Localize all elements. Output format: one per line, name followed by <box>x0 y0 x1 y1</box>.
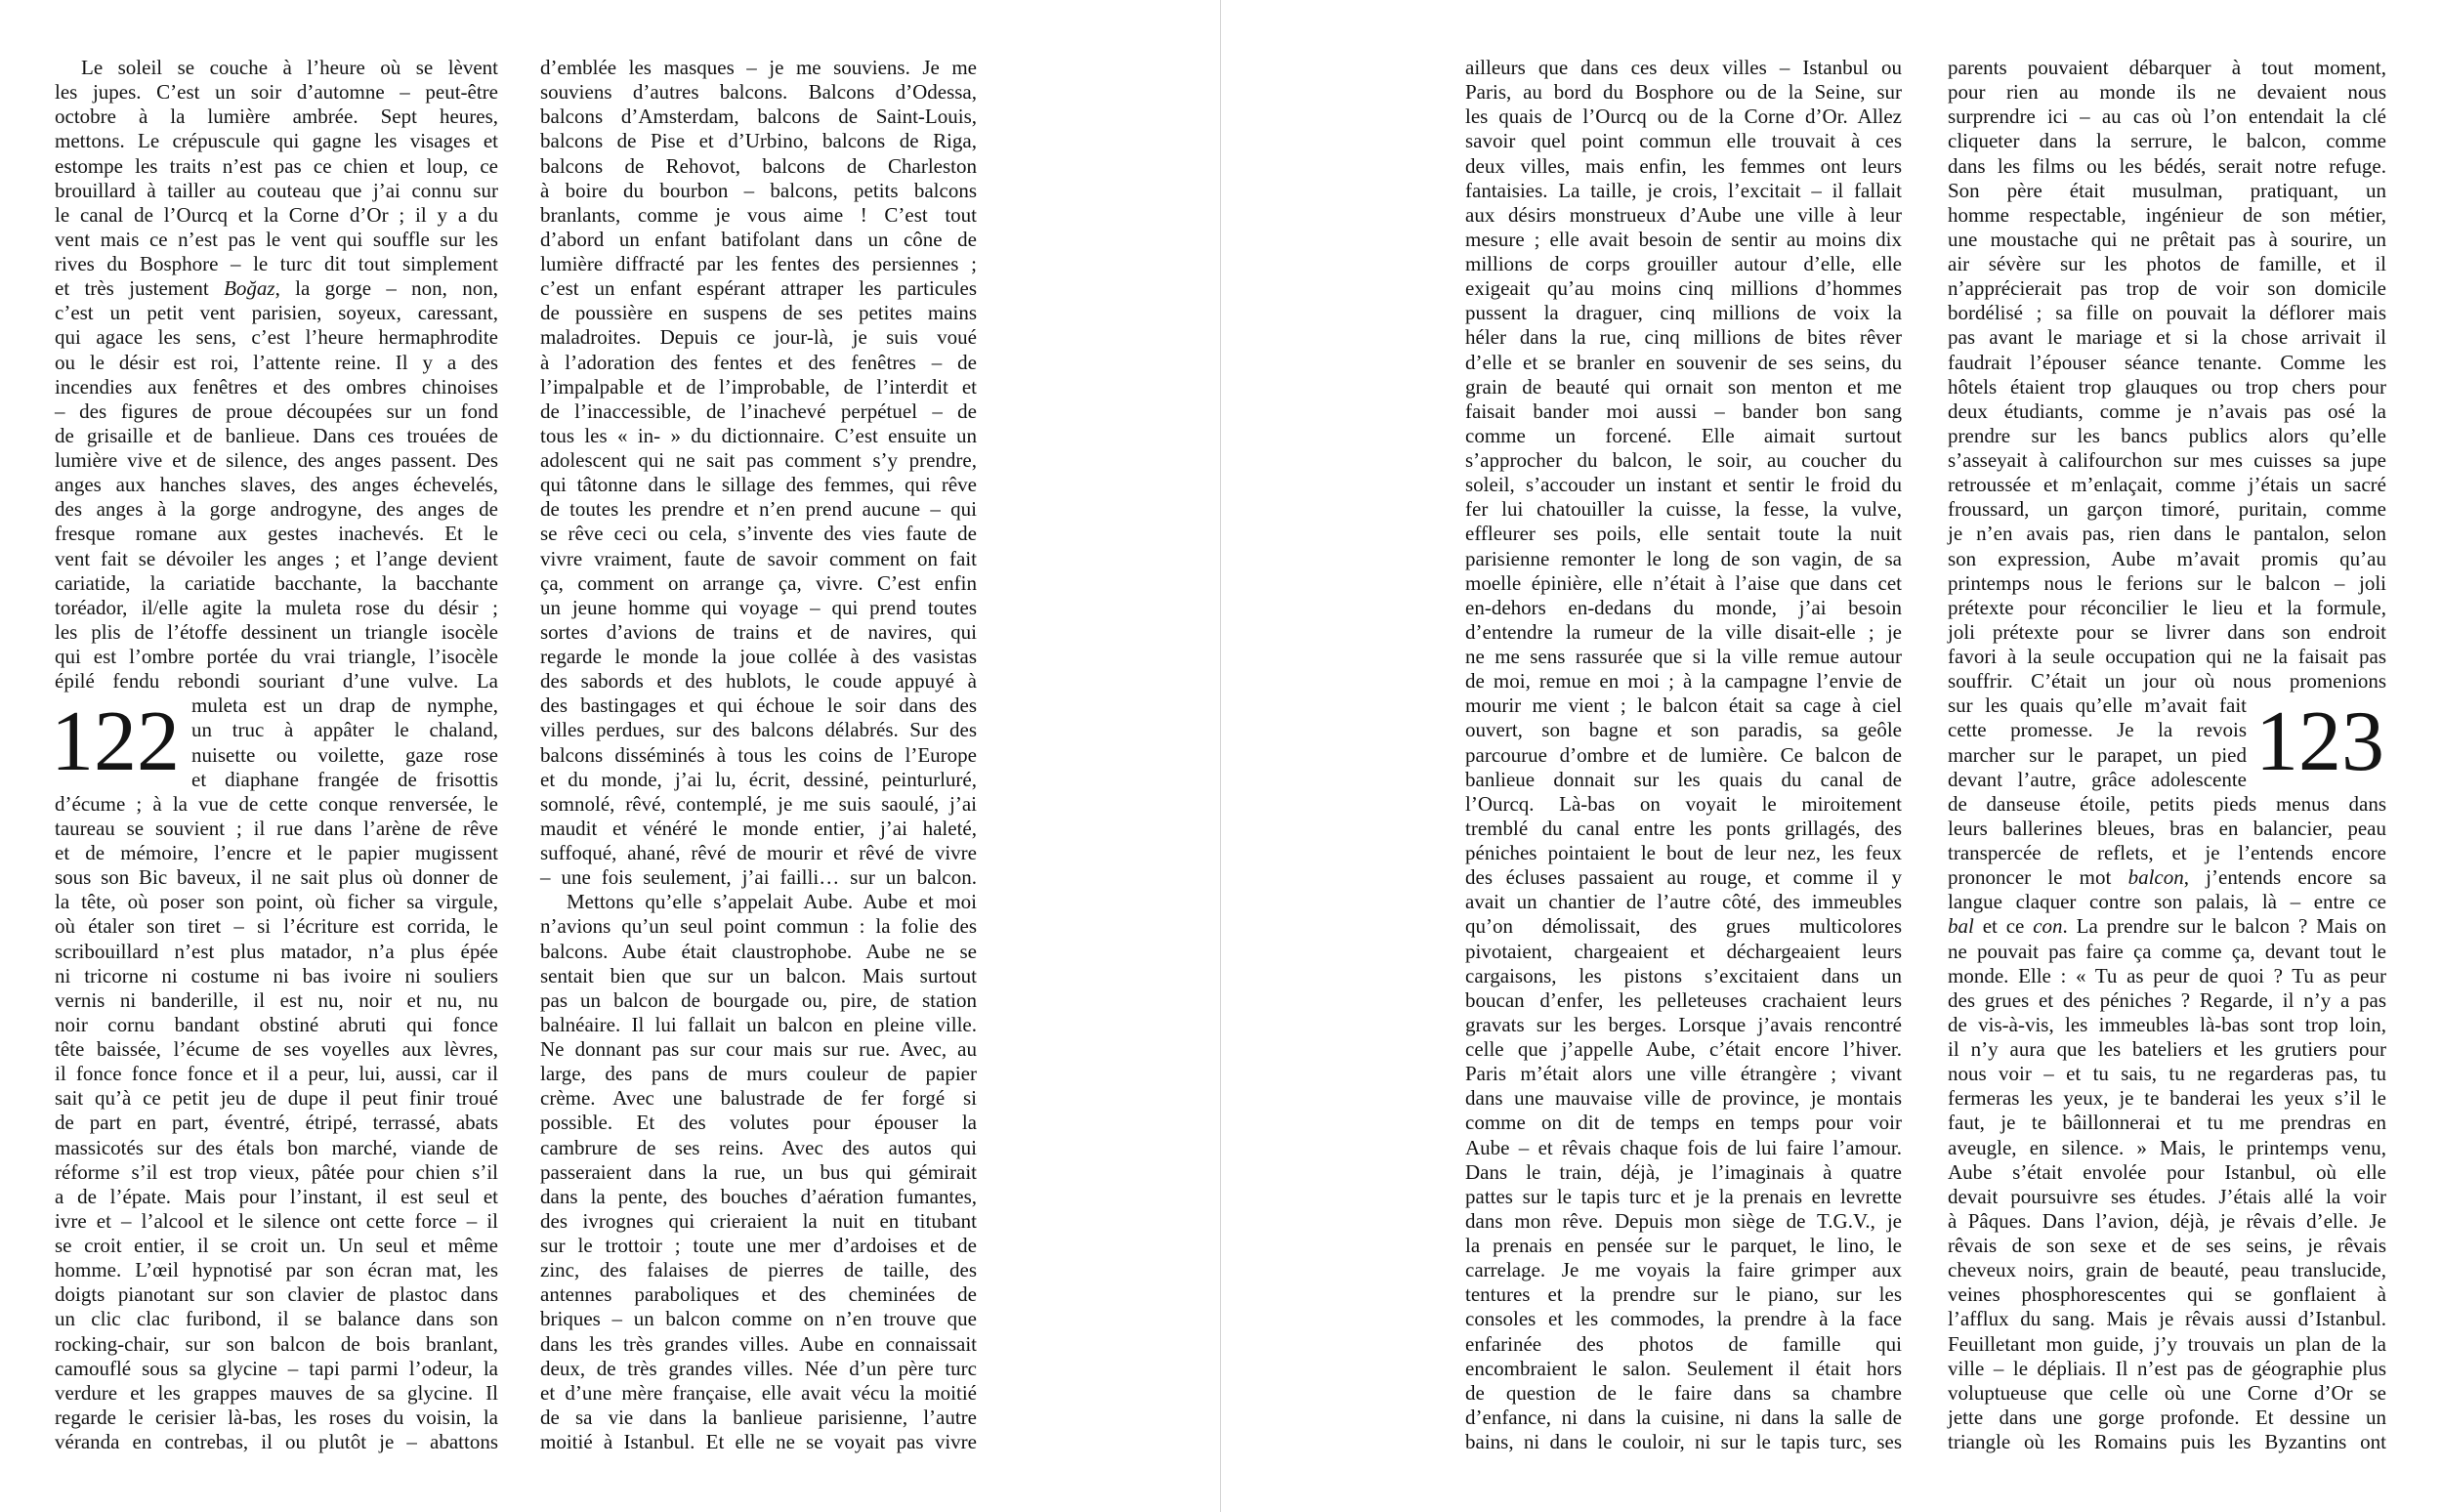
text-line: Dans le train, déjà, je l’imaginais à quatre <box>1465 1159 1902 1184</box>
text-line: savoir quel point commun elle trouvait à ces <box>1465 129 1902 153</box>
text-line: sous son Bic baveux, il ne sait plus où donner de <box>55 865 498 890</box>
text-line: parcourue d’ombre et de lumière. Ce balcon de <box>1465 742 1902 767</box>
text-line: Paris m’était alors une ville étrangère ; vivant <box>1465 1062 1902 1086</box>
text-line: se rêve ceci ou cela, s’invente des vies faute de <box>540 522 977 546</box>
text-line: qui agace les sens, c’est l’heure hermaphrodite <box>55 325 498 350</box>
text-line: où étaler son tiret – si l’écriture est corrida, le <box>55 914 498 939</box>
text-line: pattes sur le tapis turc et je la prenais en levrette <box>1465 1184 1902 1208</box>
text-line: n’apprécierait pas trop de voir son domicile <box>1948 276 2386 301</box>
text-line: banlieue donnait sur les quais du canal de <box>1465 767 1902 791</box>
text-line: comme un forcené. Elle aimait surtout <box>1465 423 1902 447</box>
text-line: cambrure de ses reins. Avec des autos qui <box>540 1135 977 1159</box>
text-line: taureau se souvient ; il rue dans l’arène de rêve <box>55 816 498 840</box>
text-line: souffrir. C’était un jour où nous promenions <box>1948 669 2386 693</box>
text-line: d’abord un enfant batifolant dans un cône de <box>540 227 977 251</box>
text-line: maudit et vénéré le monde entier, j’ai haleté, <box>540 816 977 840</box>
text-line: l’Ourcq. Là-bas on voyait le miroitement <box>1465 791 1902 816</box>
text-line: briques – un balcon comme on n’en trouve que <box>540 1307 977 1331</box>
text-line: faut, je te bâillonnerai et tu me prendras en <box>1948 1111 2386 1135</box>
text-line: noir cornu bandant obstiné abruti qui fonce <box>55 1012 498 1036</box>
text-line: Aube – et rêvais chaque fois de lui faire l’amour. <box>1465 1135 1902 1159</box>
text-line: moelle épinière, elle n’était à l’aise que dans cet <box>1465 570 1902 595</box>
text-line: verdure et les grappes mauves de sa glycine. Il <box>55 1380 498 1405</box>
text-line: favori à la seule occupation qui ne la faisait pas <box>1948 645 2386 668</box>
text-line: à boire du bourbon – balcons, petits balcons <box>540 178 977 202</box>
text-line: une moustache qui ne prêtait pas à sourire, un <box>1948 227 2386 251</box>
text-line: ne pouvait pas faire ça comme ça, devant tout le <box>1948 939 2386 963</box>
text-line: il fonce fonce fonce et il a peur, lui, aussi, car il <box>55 1062 498 1086</box>
text-line: de question de le faire dans sa chambre <box>1465 1380 1902 1405</box>
text-line: tremblé du canal entre les ponts grillagés, des <box>1465 816 1902 840</box>
text-line: balcons. Aube était claustrophobe. Aube ne se <box>540 939 977 963</box>
text-line: joli prétexte pour se livrer dans son endroit <box>1948 619 2386 644</box>
text-line: devant l’autre, grâce adolescente <box>1948 767 2247 791</box>
text-line: vivre vraiment, faute de savoir comment on fait <box>540 546 977 570</box>
text-line: l’afflux du sang. Mais je rêvais aussi d’Istanbul. <box>1948 1307 2386 1331</box>
text-line: incendies aux fenêtres et des ombres chinoises <box>55 374 498 399</box>
text-line: se croit entier, il se croit un. Un seul et même <box>55 1234 498 1257</box>
text-line: cheveux noirs, grain de beauté, peau translucide, <box>1948 1258 2386 1282</box>
text-line: c’est un petit vent parisien, soyeux, caressant, <box>55 301 498 325</box>
text-line: comme on dit de temps en temps pour voir <box>1465 1111 1902 1135</box>
text-line: possible. Et des volutes pour épouser la <box>540 1111 977 1135</box>
text-line: Ne donnant pas sur cour mais sur rue. Avec, au <box>540 1037 977 1061</box>
text-line: avait un chantier de l’autre côté, des immeubles <box>1465 890 1902 914</box>
text-line: sentait bien que sur un balcon. Mais surtout <box>540 963 977 987</box>
text-line: tête baissée, l’écume de ses voyelles aux lèvres, <box>55 1037 498 1061</box>
text-line: – des figures de proue découpées sur un fond <box>55 399 498 423</box>
text-line: homme. L’œil hypnotisé par son écran mat, les <box>55 1258 498 1282</box>
text-line: faudrait l’épouser séance tenante. Comme les <box>1948 350 2386 374</box>
text-column <box>1465 56 1902 1454</box>
text-line: regarde le monde la joue collée à des vasistas <box>540 645 977 668</box>
text-segment: , la gorge – non, non, <box>274 276 498 301</box>
text-line: cliqueter dans la serrure, le balcon, comme <box>1948 129 2386 153</box>
text-line: balcons disséminés à tous les coins de l’Europe <box>540 742 977 767</box>
text-line: et diaphane frangée de frisottis <box>191 767 498 791</box>
page-number: 123 <box>2255 694 2384 789</box>
text-line: n’avions qu’un seul point commun : la folie des <box>540 914 977 939</box>
text-line: parisienne remonter le long de son vagin, de sa <box>1465 546 1902 570</box>
text-line: toréador, il/elle agite la muleta rose du désir ; <box>55 595 498 619</box>
text-line: celle que j’appelle Aube, c’était encore l’hiver. <box>1465 1037 1902 1061</box>
text-line: les plis de l’étoffe dessinent un triangle isocèle <box>55 619 498 644</box>
text-line: scribouillard n’est plus matador, n’a plus épée <box>55 939 498 963</box>
text-line: bordélisé ; sa fille on pouvait la déflorer mais <box>1948 301 2386 325</box>
text-line: maladroites. Depuis ce jour-là, je suis voué <box>540 325 977 350</box>
text-line: la tête, où poser son point, où ficher sa virgule, <box>55 890 498 914</box>
text-line: dans les très grandes villes. Aube en connaissait <box>540 1331 977 1356</box>
text-line: estompe les traits n’est pas ce chien et loup, ce <box>55 153 498 178</box>
text-line: balcons de Pise et d’Urbino, balcons de Riga, <box>540 129 977 153</box>
text-line: muleta est un drap de nymphe, <box>191 693 498 718</box>
text-line: un clic clac furibond, il se balance dans son <box>55 1307 498 1331</box>
text-line: fer lui chatouiller la cuisse, la fesse, la vulve, <box>1465 497 1902 522</box>
text-column <box>540 56 977 1454</box>
text-line: Son père était musulman, pratiquant, un <box>1948 178 2386 202</box>
text-line: véranda en contrebas, il ou plutôt je – abattons <box>55 1430 498 1453</box>
text-line: vent mais ce n’est pas le vent qui souffle sur les <box>55 227 498 251</box>
text-line: Feuilletant mon guide, j’y trouvais un plan de la <box>1948 1331 2386 1356</box>
text-line: un jeune homme qui voyage – qui prend toutes <box>540 595 977 619</box>
text-line: langue claquer contre son palais, là – entre ce <box>1948 890 2386 914</box>
text-line: sur le trottoir ; toute une mer d’ardoises et de <box>540 1234 977 1257</box>
text-line: qui tâtonne dans le sillage des femmes, qui rêve <box>540 473 977 497</box>
text-line: Paris, au bord du Bosphore ou de la Seine, sur <box>1465 80 1902 105</box>
text-line: s’asseyait à califourchon sur mes cuisses sa jupe <box>1948 448 2386 472</box>
text-line: sur les quais qu’elle m’avait fait <box>1948 693 2247 718</box>
text-segment: prononcer le mot <box>1948 865 2128 890</box>
text-line: suffoqué, ahané, rêvé de mourir et rêvé de vivre <box>540 841 977 864</box>
text-line: dans mon rêve. Depuis mon siège de T.G.V., je <box>1465 1208 1902 1233</box>
text-line: fantaisies. La taille, je crois, l’excitait – il fallait <box>1465 178 1902 202</box>
text-line: deux étudiants, comme je n’avais pas osé la <box>1948 399 2386 423</box>
text-line: grain de beauté qui ornait son menton et me <box>1465 374 1902 399</box>
text-line: jette dans une gorge profonde. Et dessine un <box>1948 1405 2386 1429</box>
text-line: tentures et la prendre sur le piano, sur les <box>1465 1282 1902 1307</box>
text-line: rêvais de son sexe et de ses seins, je rêvais <box>1948 1234 2386 1257</box>
text-line: doigts pianotant sur son clavier de plastoc dans <box>55 1282 498 1307</box>
text-line: gravats sur les berges. Lorsque j’avais rencontré <box>1465 1012 1902 1036</box>
text-line: bains, ni dans le couloir, ni sur le tapis turc, ses <box>1465 1430 1902 1453</box>
text-line: brouillard à tailler au couteau que j’ai connu sur <box>55 178 498 202</box>
text-line: ni tricorne ni costume ni bas ivoire ni souliers <box>55 963 498 987</box>
text-line: sait qu’à ce petit jeu de dupe il peut finir troué <box>55 1086 498 1111</box>
text-line: regarde le cerisier là-bas, les roses du voisin, la <box>55 1405 498 1429</box>
text-line: prétexte pour réconcilier le lieu et la formule, <box>1948 595 2386 619</box>
text-line: surprendre ici – au cas où l’on entendait la clé <box>1948 105 2386 129</box>
text-line: dans une mauvaise ville de province, je montais <box>1465 1086 1902 1111</box>
text-line: et du monde, j’ai lu, écrit, dessiné, peinturluré, <box>540 767 977 791</box>
text-line: – une fois seulement, j’ai failli… sur un balcon. <box>540 865 977 890</box>
text-line: ailleurs que dans ces deux villes – Istanbul ou <box>1465 56 1902 79</box>
text-line: branlants, comme je vous aime ! C’est tout <box>540 202 977 227</box>
text-line: les quais de l’Ourcq ou de la Corne d’Or. Allez <box>1465 105 1902 129</box>
text-line: dans la pente, des bouches d’aération fumantes, <box>540 1184 977 1208</box>
text-line: mettons. Le crépuscule qui gagne les visages et <box>55 129 498 153</box>
text-line: de vis-à-vis, les immeubles là-bas sont trop loin, <box>1948 1012 2386 1036</box>
text-line: cariatide, la cariatide bacchante, la bacchante <box>55 570 498 595</box>
text-line: des bastingages et qui échoue le soir dans des <box>540 693 977 718</box>
text-line: deux villes, mais enfin, les femmes ont leurs <box>1465 153 1902 178</box>
text-line: d’écume ; à la vue de cette conque renversée, le <box>55 791 498 816</box>
text-line: péniches pointaient le bout de leur nez, les feux <box>1465 841 1902 864</box>
text-line: de l’inaccessible, de l’inachevé perpétuel – de <box>540 399 977 423</box>
text-line: soleil, s’accouder un instant et sentir le froid du <box>1465 473 1902 497</box>
text-line: veines phosphorescentes qui se gonflaient à <box>1948 1282 2386 1307</box>
text-line: les jupes. C’est un soir d’automne – peut-être <box>55 80 498 105</box>
text-line: fermeras les yeux, je te banderai les yeux s’il le <box>1948 1086 2386 1111</box>
text-line: à l’adoration des fentes et des fenêtres – de <box>540 350 977 374</box>
text-line: sortes d’avions de trains et de navires, qui <box>540 619 977 644</box>
text-line: de part en part, éventré, étripé, terrassé, abats <box>55 1111 498 1135</box>
text-line: épilé fendu rebondi souriant d’une vulve. La <box>55 669 498 693</box>
text-segment: . La prendre sur le balcon ? Mais on <box>2062 914 2386 939</box>
text-line: large, des pans de murs couleur de papier <box>540 1062 977 1086</box>
text-line: antennes paraboliques et des cheminées de <box>540 1282 977 1307</box>
text-line: des grues et des péniches ? Regarde, il n’y a pas <box>1948 987 2386 1012</box>
text-line: le canal de l’Ourcq et la Corne d’Or ; il y a du <box>55 202 498 227</box>
text-line: ouvert, son bagne et son paradis, sa geôle <box>1465 718 1902 742</box>
text-line: l’impalpable et de l’improbable, de l’interdit et <box>540 374 977 399</box>
text-line: d’elle et se branler en souvenir de ses seins, du <box>1465 350 1902 374</box>
text-line: deux, de très grandes villes. Née d’un père turc <box>540 1356 977 1380</box>
text-line: parents pouvaient débarquer à tout moment, <box>1948 56 2386 79</box>
text-line: de sa vie dans la banlieue parisienne, l’autre <box>540 1405 977 1429</box>
text-line: de danseuse étoile, petits pieds menus dans <box>1948 791 2386 816</box>
text-line: balcons d’Amsterdam, balcons de Saint-Louis, <box>540 105 977 129</box>
text-line: pour rien au monde ils ne devaient nous <box>1948 80 2386 105</box>
text-line: qu’on démolissait, des grues multicolores <box>1465 914 1902 939</box>
text-line: boucan d’enfer, les pelleteuses crachaient leurs <box>1465 987 1902 1012</box>
text-line: cargaisons, les pistons s’excitaient dans un <box>1465 963 1902 987</box>
text-line: marcher sur le parapet, un pied <box>1948 742 2247 767</box>
text-line: prendre sur les bancs publics alors qu’elle <box>1948 423 2386 447</box>
text-line: ville – le dépliais. Il n’est pas de géographie plus <box>1948 1356 2386 1380</box>
text-line: devait poursuivre ses études. J’étais allé la voir <box>1948 1184 2386 1208</box>
text-line: en-dehors en-dedans du monde, j’ai besoin <box>1465 595 1902 619</box>
text-line: lumière vive et de silence, des anges passent. Des <box>55 448 498 472</box>
text-line: Aube s’était envolée pour Istanbul, où elle <box>1948 1159 2386 1184</box>
text-line: triangle où les Romains puis les Byzantins ont <box>1948 1430 2386 1453</box>
text-line <box>1948 914 2386 939</box>
text-line: somnolé, rêvé, contemplé, je me suis saoulé, j’ai <box>540 791 977 816</box>
text-line: octobre à la lumière ambrée. Sept heures, <box>55 105 498 129</box>
text-line: villes perdues, sur des balcons délabrés. Sur des <box>540 718 977 742</box>
text-line: il n’y aura que les bateliers et les grutiers pour <box>1948 1037 2386 1061</box>
text-line: Mettons qu’elle s’appelait Aube. Aube et moi <box>567 890 977 914</box>
text-line: vernis ni banderille, il est nu, noir et nu, nu <box>55 987 498 1012</box>
italic-text: balcon <box>2127 865 2184 890</box>
text-line: à Pâques. Dans l’avion, déjà, je rêvais d’elle. Je <box>1948 1208 2386 1233</box>
text-line: aux désirs monstrueux d’Aube une ville à leur <box>1465 202 1902 227</box>
text-line: d’entendre la rumeur de la ville disait-elle ; je <box>1465 619 1902 644</box>
text-line: s’approcher du balcon, le soir, au coucher du <box>1465 448 1902 472</box>
text-line: rives du Bosphore – le turc dit tout simplement <box>55 252 498 275</box>
text-line: c’est un enfant espérant attraper les particules <box>540 276 977 301</box>
text-line: pas un balcon de bourgade ou, pire, de station <box>540 987 977 1012</box>
text-line: consoles et les commodes, la prendre à la face <box>1465 1307 1902 1331</box>
text-line: massicotés sur des étals bon marché, viande de <box>55 1135 498 1159</box>
text-line: un truc à appâter le chaland, <box>191 718 498 742</box>
text-line: mesure ; elle avait besoin de sentir au moins dix <box>1465 227 1902 251</box>
text-line <box>55 276 498 301</box>
text-line: enfarinée des photos de famille qui <box>1465 1331 1902 1356</box>
text-line: réforme s’il est trop vieux, pâtée pour chien s’il <box>55 1159 498 1184</box>
text-line: dans les films ou les bédés, serait notre refuge. <box>1948 153 2386 178</box>
text-line: leurs ballerines bleues, bras en balancier, peau <box>1948 816 2386 840</box>
text-line: pussent la draguer, cinq millions de voix la <box>1465 301 1902 325</box>
text-line: des ivrognes qui crieraient la nuit en titubant <box>540 1208 977 1233</box>
text-line: monde. Elle : « Tu as peur de quoi ? Tu as peur <box>1948 963 2386 987</box>
text-line: héler dans la rue, cinq millions de bites rêver <box>1465 325 1902 350</box>
text-line <box>1948 865 2386 890</box>
text-line: air sévère sur les photos de famille, et il <box>1948 252 2386 275</box>
text-line: nuisette ou voilette, gaze rose <box>191 742 498 767</box>
text-line: pas avant le mariage et si la chose arrivait il <box>1948 325 2386 350</box>
italic-text: bal <box>1948 914 1974 939</box>
text-line: d’enfance, ni dans la cuisine, ni dans la salle de <box>1465 1405 1902 1429</box>
text-line: ou le désir est roi, l’attente reine. Il y a des <box>55 350 498 374</box>
text-line: moitié à Istanbul. Et elle ne se voyait pas vivre <box>540 1430 977 1453</box>
text-line: de toutes les prendre et n’en prend aucune – qui <box>540 497 977 522</box>
text-line: des anges à la gorge androgyne, des anges de <box>55 497 498 522</box>
text-line: de grisaille et de banlieue. Dans ces trouées de <box>55 423 498 447</box>
text-line: lumière diffracté par les fentes des persiennes ; <box>540 252 977 275</box>
text-line: passeraient dans la rue, un bus qui gémirait <box>540 1159 977 1184</box>
text-line: Le soleil se couche à l’heure où se lèvent <box>81 56 498 79</box>
text-segment: , j’entends encore sa <box>2183 865 2386 890</box>
text-line: des sabords et des hublots, le coude appuyé à <box>540 669 977 693</box>
text-line: hôtels étaient trop glauques ou trop chers pour <box>1948 374 2386 399</box>
text-segment: et ce <box>1973 914 2034 939</box>
text-line: pivotaient, chargeaient et déchargeaient leurs <box>1465 939 1902 963</box>
italic-text: con <box>2033 914 2063 939</box>
text-line: rocking-chair, sur son balcon de bois branlant, <box>55 1331 498 1356</box>
text-line: vent fait se dévoiler les anges ; et l’ange devient <box>55 546 498 570</box>
text-line: effleurer ses poils, elle sentait toute la nuit <box>1465 522 1902 546</box>
text-line: souviens d’autres balcons. Balcons d’Odessa, <box>540 80 977 105</box>
text-line: son expression, Aube m’avait promis qu’au <box>1948 546 2386 570</box>
page-number: 122 <box>51 694 180 789</box>
right-page <box>1221 0 2442 1512</box>
text-line: d’emblée les masques – je me souviens. Je me <box>540 56 977 79</box>
text-line: carrelage. Je me voyais la faire grimper aux <box>1465 1258 1902 1282</box>
text-line: et d’une mère française, elle avait vécu la moitié <box>540 1380 977 1405</box>
text-line: mourir me vient ; le balcon était sa cage à ciel <box>1465 693 1902 718</box>
text-line: voluptueuse que celle où une Corne d’Or se <box>1948 1380 2386 1405</box>
text-line: aveugle, en silence. » Mais, le printemps venu, <box>1948 1135 2386 1159</box>
text-line: ivre et – l’alcool et le silence ont cette force – il <box>55 1208 498 1233</box>
text-line: millions de corps grouiller autour d’elle, elle <box>1465 252 1902 275</box>
text-line: adolescent qui ne sait pas comment s’y prendre, <box>540 448 977 472</box>
text-line: ne me sens rassurée que si la ville remue autour <box>1465 645 1902 668</box>
text-line: zinc, des falaises de pierres de taille, des <box>540 1258 977 1282</box>
text-line: anges aux hanches slaves, des anges échevelés, <box>55 473 498 497</box>
text-line: qui est l’ombre portée du vrai triangle, l’isocèle <box>55 645 498 668</box>
text-line: transpercée de reflets, et je l’entends encore <box>1948 841 2386 864</box>
text-line: nous voir – et tu sais, tu ne regarderas pas, tu <box>1948 1062 2386 1086</box>
text-line: encombraient le salon. Seulement il était hors <box>1465 1356 1902 1380</box>
text-line: homme respectable, ingénieur de son métier, <box>1948 202 2386 227</box>
text-line: crème. Avec une balustrade de fer forgé si <box>540 1086 977 1111</box>
text-segment: et très justement <box>55 276 225 301</box>
text-line: printemps nous le ferions sur le balcon – joli <box>1948 570 2386 595</box>
text-line: je n’en avais pas, rien dans le pantalon, selon <box>1948 522 2386 546</box>
text-line: des écluses passaient au rouge, et comme il y <box>1465 865 1902 890</box>
text-line: tous les « in- » du dictionnaire. C’est ensuite un <box>540 423 977 447</box>
text-line: exigeait qu’au moins cinq millions d’hommes <box>1465 276 1902 301</box>
text-line: cette promesse. Je la revois <box>1948 718 2247 742</box>
text-line: la prenais en pensée sur le parquet, le lino, le <box>1465 1234 1902 1257</box>
italic-text: Boğaz <box>224 276 275 301</box>
text-line: retroussée et m’enlaçait, comme j’étais un sacré <box>1948 473 2386 497</box>
text-line: a de l’épate. Mais pour l’instant, il est seul et <box>55 1184 498 1208</box>
text-line: froussard, un garçon timoré, puritain, comme <box>1948 497 2386 522</box>
text-line: ça, comment on arrange ça, vivre. C’est enfin <box>540 570 977 595</box>
text-line: de poussière en suspens de ses petites mains <box>540 301 977 325</box>
text-line: de moi, remue en moi ; à la campagne l’envie de <box>1465 669 1902 693</box>
text-line: camouflé sous sa glycine – tapi parmi l’odeur, la <box>55 1356 498 1380</box>
text-line: et de mémoire, l’encre et le papier mugissent <box>55 841 498 864</box>
text-line: fresque romane aux gestes inachevés. Et le <box>55 522 498 546</box>
text-line: faisait bander moi aussi – bander bon sang <box>1465 399 1902 423</box>
text-line: balnéaire. Il lui fallait un balcon en pleine ville. <box>540 1012 977 1036</box>
text-line: balcons de Rehovot, balcons de Charleston <box>540 153 977 178</box>
